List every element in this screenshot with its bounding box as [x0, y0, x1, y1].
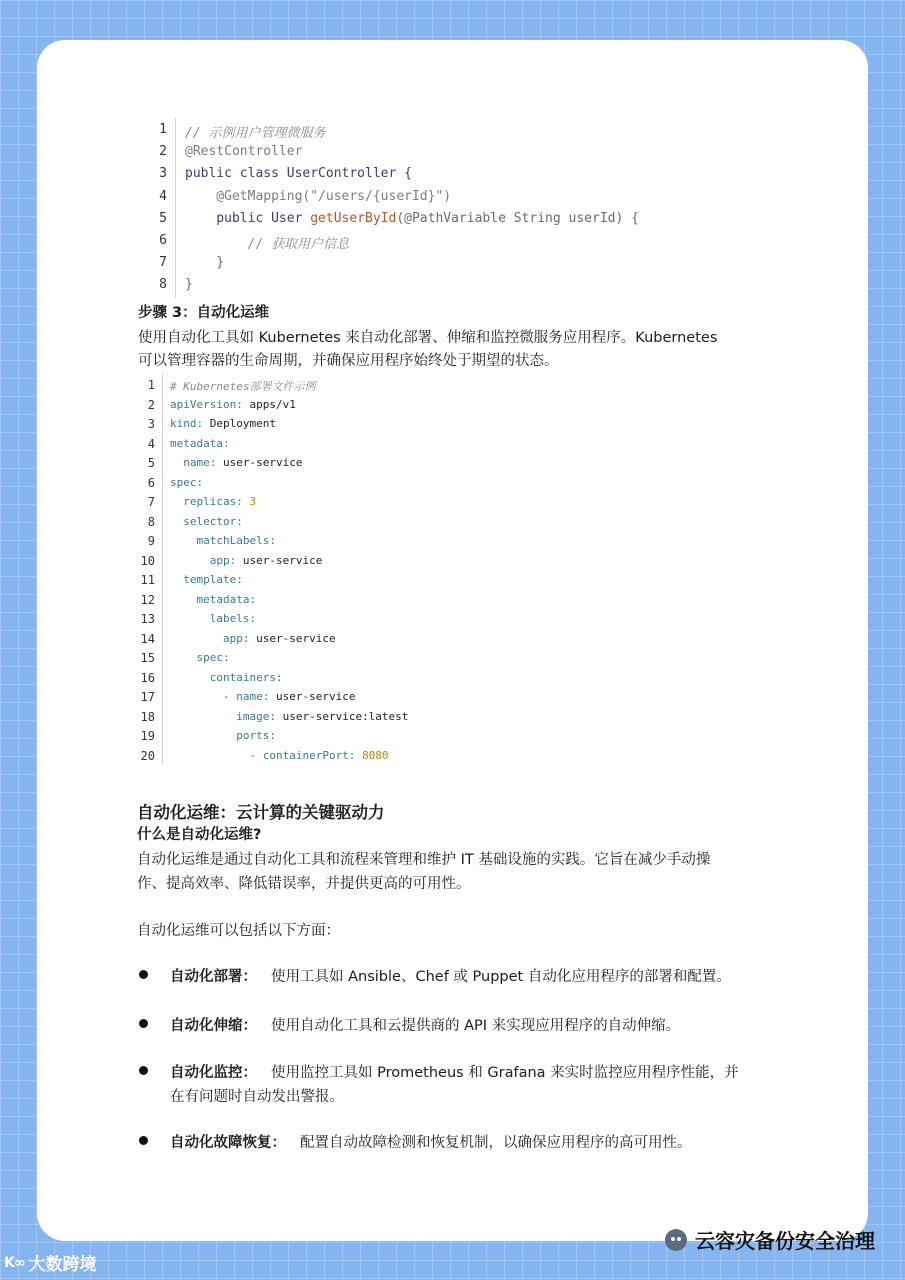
bullet-dot — [139, 1066, 148, 1075]
line-number: 8 — [159, 277, 167, 293]
line-number: 9 — [147, 534, 155, 548]
bullet-dot — [139, 1019, 148, 1028]
code-line — [170, 495, 256, 508]
code-token: - name: — [170, 690, 276, 703]
code-token: user-service:latest — [282, 709, 409, 723]
source-watermark — [4, 1250, 97, 1275]
code-token: @GetMapping("/users/{userId}") — [185, 188, 452, 204]
definition-line-2: 作、提高效率、降低错误率，并提供更高的可用性。 — [137, 876, 471, 892]
line-number: 12 — [140, 592, 155, 607]
bullet-dot — [139, 1136, 148, 1145]
code-token: name: — [170, 456, 223, 469]
line-number: 11 — [140, 573, 155, 587]
line-number: 2 — [147, 397, 155, 412]
code-token: spec: — [170, 651, 230, 664]
code-token: app: — [170, 553, 243, 567]
code-token: user-service — [222, 456, 303, 469]
code-line — [185, 277, 193, 292]
line-number: 1 — [147, 378, 155, 392]
code-line — [170, 534, 276, 547]
line-number: 20 — [140, 748, 155, 763]
code-line — [170, 612, 256, 625]
bullet-line — [170, 1061, 739, 1082]
line-number: 5 — [147, 456, 155, 470]
code-token: @RestController — [185, 144, 303, 160]
code-token: template: — [170, 573, 243, 586]
code-token: spec: — [170, 475, 204, 489]
code-line — [170, 593, 256, 606]
line-number: 1 — [159, 122, 167, 137]
code-token: metadata: — [170, 436, 230, 450]
line-number: 19 — [140, 729, 155, 743]
line-number: 6 — [147, 475, 155, 490]
code-token: Deployment — [209, 417, 276, 430]
wechat-icon — [665, 1229, 687, 1251]
bullet-title: 自动化部署： — [170, 969, 257, 985]
code-token: apiVersion: — [170, 397, 250, 411]
code-line — [170, 651, 230, 664]
code-token: // 示例用户管理微服务 — [185, 126, 326, 141]
code-line — [185, 189, 451, 204]
line-number: 18 — [140, 709, 155, 724]
code-line — [170, 515, 243, 528]
code-token: 8080 — [362, 748, 389, 762]
line-number: 13 — [140, 612, 155, 626]
code-line — [170, 378, 315, 394]
section-title: 自动化运维：云计算的关键驱动力 — [137, 803, 385, 822]
account-name: 云容灾备份安全治理 — [695, 1229, 875, 1253]
line-number: 10 — [140, 553, 155, 568]
code-token: replicas: — [170, 495, 250, 508]
line-number: 15 — [140, 651, 155, 665]
code-token: // 获取用户信息 — [185, 237, 350, 252]
code-gutter-rule — [175, 118, 176, 298]
code-line — [170, 632, 336, 645]
code-line — [170, 398, 296, 411]
line-number: 5 — [159, 210, 167, 226]
document-card — [37, 40, 868, 1241]
code-token: selector: — [170, 514, 243, 528]
code-line — [170, 456, 302, 469]
code-line — [170, 573, 243, 586]
source-name: 大数跨境 — [28, 1255, 97, 1275]
line-number: 17 — [140, 690, 155, 704]
code-token: getUserById — [310, 210, 397, 226]
line-number: 3 — [159, 166, 167, 182]
code-line — [185, 166, 412, 181]
line-number: 6 — [159, 233, 167, 248]
code-token: labels: — [170, 612, 257, 625]
line-number: 4 — [159, 188, 167, 204]
code-line — [170, 417, 276, 430]
bullet-text: 使用工具如 Ansible、Chef 或 Puppet 自动化应用程序的部署和配置。 — [271, 969, 731, 985]
step3-paragraph-line-1: 使用自动化工具如 Kubernetes 来自动化部署、伸缩和监控微服务应用程序。Kubernetes — [138, 330, 718, 346]
code-token: # Kubernetes部署文件示例 — [170, 380, 316, 393]
line-number: 14 — [140, 631, 155, 646]
line-number: 8 — [147, 514, 155, 529]
bullet-line — [170, 965, 731, 986]
code-line — [185, 144, 302, 159]
code-token: } — [185, 277, 193, 293]
code-token: containers: — [170, 670, 283, 684]
definition-line-1: 自动化运维是通过自动化工具和流程来管理和维护 IT 基础设施的实践。它旨在减少手动操 — [137, 852, 711, 868]
code-token: public class UserController { — [185, 166, 412, 182]
step3-heading: 步骤 3：自动化运维 — [138, 305, 270, 321]
code-token: - containerPort: — [170, 748, 363, 762]
bullet-text-continuation: 在有问题时自动发出警报。 — [170, 1089, 344, 1105]
code-token: user-service — [275, 690, 356, 703]
step3-paragraph-line-2: 可以管理容器的生命周期，并确保应用程序始终处于期望的状态。 — [138, 353, 559, 369]
code-line — [185, 255, 224, 270]
line-number: 16 — [140, 670, 155, 685]
code-token: user-service — [256, 631, 336, 645]
code-token: apps/v1 — [249, 397, 296, 411]
code-line — [185, 211, 639, 226]
code-token: ports: — [170, 729, 276, 742]
code-line — [170, 671, 283, 684]
code-token: } — [185, 255, 225, 271]
line-number: 2 — [159, 144, 167, 160]
source-logo-icon: K∞ — [4, 1254, 25, 1271]
bullet-text: 使用自动化工具和云提供商的 API 来实现应用程序的自动伸缩。 — [271, 1018, 681, 1034]
account-watermark — [665, 1225, 875, 1254]
list-intro: 自动化运维可以包括以下方面： — [137, 923, 340, 939]
line-number: 7 — [147, 495, 155, 509]
code-token: matchLabels: — [170, 534, 276, 547]
code-token: image: — [170, 709, 283, 723]
code-gutter-rule — [162, 374, 163, 764]
code-line — [170, 749, 389, 762]
bullet-text: 配置自动故障检测和恢复机制，以确保应用程序的高可用性。 — [300, 1135, 692, 1151]
bullet-line — [170, 1014, 680, 1035]
code-token: metadata: — [170, 592, 257, 606]
code-line — [170, 554, 322, 567]
bullet-dot — [139, 970, 148, 979]
code-token: (@PathVariable String userId) { — [396, 210, 639, 226]
line-number: 4 — [147, 436, 155, 451]
code-token: 3 — [249, 495, 257, 508]
code-line — [185, 233, 349, 252]
line-number: 7 — [159, 255, 167, 271]
code-line — [170, 476, 203, 489]
bullet-title: 自动化故障恢复： — [170, 1135, 286, 1151]
bullet-line — [170, 1131, 692, 1152]
bullet-title: 自动化监控： — [170, 1065, 257, 1081]
code-line — [170, 710, 408, 723]
code-token: app: — [170, 631, 257, 645]
code-line — [170, 729, 276, 742]
yaml-code-block — [137, 378, 737, 768]
code-line — [185, 122, 325, 141]
section-subtitle: 什么是自动化运维? — [137, 827, 262, 843]
code-token: user-service — [242, 553, 323, 567]
code-line — [170, 437, 230, 450]
code-token: public User — [185, 210, 311, 226]
line-number: 3 — [147, 417, 155, 431]
code-line — [170, 690, 355, 703]
bullet-title: 自动化伸缩： — [170, 1018, 257, 1034]
code-token: kind: — [170, 417, 210, 430]
java-code-block — [145, 122, 765, 300]
bullet-text: 使用监控工具如 Prometheus 和 Grafana 来实时监控应用程序性能，并 — [271, 1065, 739, 1081]
